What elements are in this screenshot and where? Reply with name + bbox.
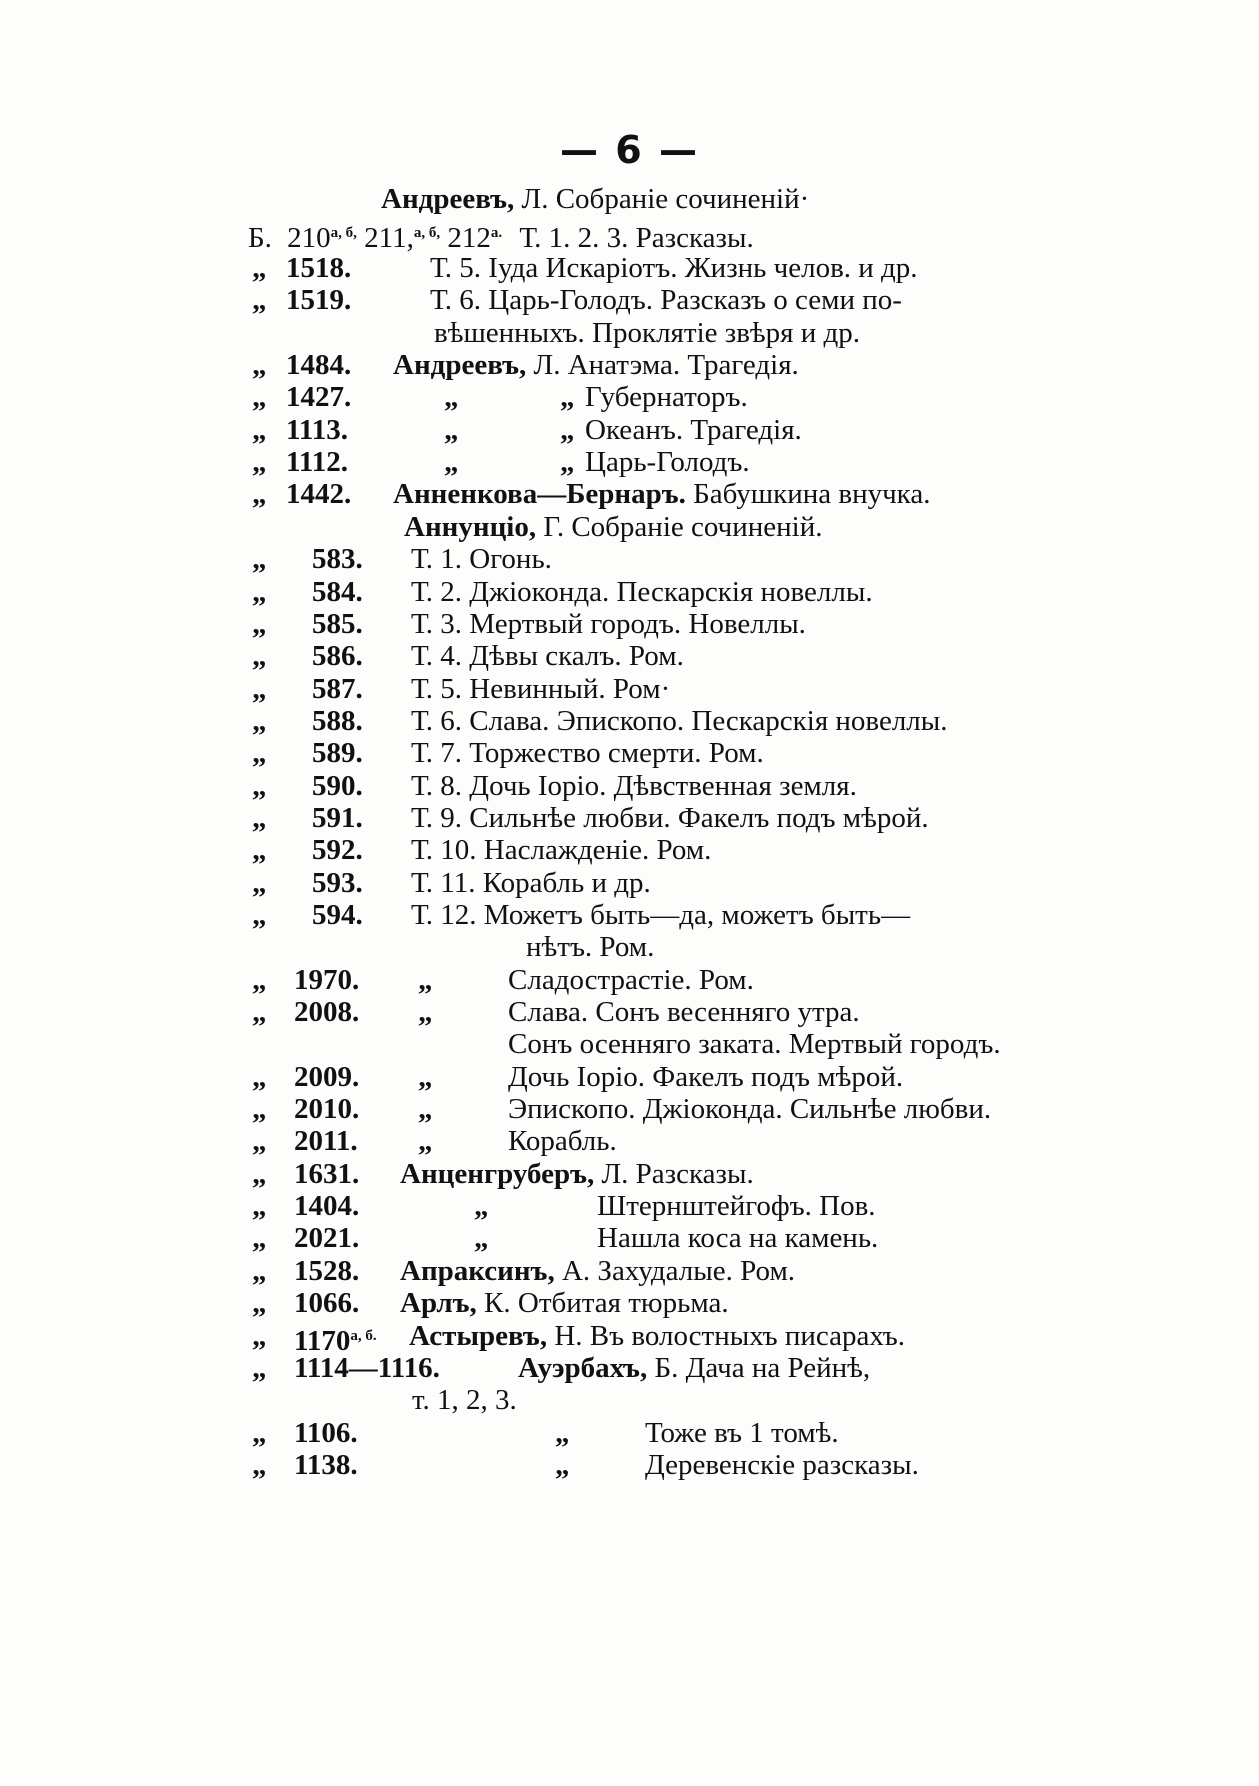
entry-text: [518, 1351, 870, 1385]
entry-text: [400, 1286, 729, 1320]
ditto-mark: „: [474, 1190, 489, 1222]
ditto-mark-left: „: [252, 899, 267, 931]
catalog-entry: [0, 866, 1259, 900]
author-name: Анненкова—Бернаръ.: [393, 478, 686, 510]
entry-title: Т. 9. Сильнѣе любви. Факелъ подъ мѣрой.: [411, 802, 929, 834]
ditto-mark: „: [418, 1093, 433, 1125]
entry-title: Т. 8. Дочь Іоріо. Дѣвственная земля.: [411, 770, 857, 802]
entry-text: [409, 1319, 905, 1353]
entry-b-line: [248, 216, 1008, 254]
entry-number: 592.: [312, 834, 363, 866]
entry-number: 589.: [312, 737, 363, 769]
entry-title: Сладострастіе. Ром.: [508, 964, 754, 996]
author-name: Анценгруберъ,: [400, 1158, 595, 1190]
ditto-mark: „: [444, 446, 459, 478]
ditto-mark: „: [444, 414, 459, 446]
entry-number: 2021.: [294, 1222, 360, 1254]
ditto-mark: „: [418, 1061, 433, 1093]
entry-title: Л. Анатэма. Трагедія.: [526, 349, 799, 381]
entry-title: Г. Собраніе сочиненій.: [536, 511, 823, 543]
catalog-entry: [0, 1254, 1259, 1288]
ditto-mark-left: „: [252, 964, 267, 996]
catalog-entry: [0, 1221, 1259, 1255]
entry-title: Т. 4. Дѣвы скалъ. Ром.: [411, 640, 684, 672]
author-name: Ауэрбахъ,: [518, 1352, 648, 1384]
catalog-entry: [0, 1286, 1259, 1320]
entry-number: 583.: [312, 543, 363, 575]
ditto-mark-left: „: [252, 867, 267, 899]
ditto-mark-left: „: [252, 802, 267, 834]
catalog-entry: [0, 704, 1259, 738]
entry-title: Эпископо. Джіоконда. Сильнѣе любви.: [508, 1093, 992, 1125]
catalog-entry: [0, 1448, 1259, 1482]
ditto-mark-left: „: [252, 252, 267, 284]
ditto-mark-left: „: [252, 349, 267, 381]
ditto-mark-left: „: [252, 1417, 267, 1449]
entry-number: 587.: [312, 673, 363, 705]
entry-title: Дочь Іоріо. Факелъ подъ мѣрой.: [508, 1061, 904, 1093]
entry-title: Губернаторъ.: [585, 381, 748, 413]
entry-text: [393, 477, 930, 511]
entry-title: Т. 7. Торжество смерти. Ром.: [411, 737, 764, 769]
entry-text: [404, 510, 822, 544]
entry-title: А. Захудалые. Ром.: [554, 1255, 796, 1287]
ditto-mark-left: „: [252, 608, 267, 640]
catalog-entry: [0, 736, 1259, 770]
entry-b-sup2: а, б,: [413, 225, 441, 241]
catalog-entry: [0, 1319, 1259, 1357]
entry-number: 1404.: [294, 1190, 360, 1222]
entry-title: Царь-Голодъ.: [585, 446, 750, 478]
entry-title: Т. 12. Можетъ быть—да, можетъ быть—: [411, 899, 911, 931]
ditto-mark-left: „: [252, 1158, 267, 1190]
catalog-entry: [0, 930, 1259, 964]
entry-text: [393, 348, 799, 382]
entry-title: т. 1, 2, 3.: [412, 1384, 517, 1416]
catalog-entry: [0, 542, 1259, 576]
ditto-mark-left: „: [252, 737, 267, 769]
entry-title: вѣшенныхъ. Проклятіе звѣря и др.: [434, 317, 861, 349]
catalog-entry: [0, 348, 1259, 382]
ditto-mark-left: „: [252, 705, 267, 737]
entry-number: 1114—1116.: [294, 1352, 440, 1384]
catalog-entry: [0, 413, 1259, 447]
entry-b-num1: 210: [287, 222, 331, 254]
entry-b-num2: 211,: [364, 222, 414, 254]
ditto-mark-second: „: [560, 446, 575, 478]
author-name: Апраксинъ,: [400, 1255, 555, 1287]
entry-number: 1442.: [286, 478, 352, 510]
ditto-mark: „: [418, 996, 433, 1028]
ditto-mark: „: [444, 381, 459, 413]
ditto-mark: „: [418, 964, 433, 996]
catalog-entry: [0, 477, 1259, 511]
entry-title: Океанъ. Трагедія.: [585, 414, 802, 446]
entry-number: 2008.: [294, 996, 360, 1028]
ditto-mark-left: „: [252, 1449, 267, 1481]
catalog-entry: [0, 1124, 1259, 1158]
entry-number-suffix: а, б.: [350, 1328, 377, 1344]
entry-b-num3: 212: [447, 222, 491, 254]
entry-title: Тоже въ 1 томѣ.: [645, 1417, 839, 1449]
entry-number: 591.: [312, 802, 363, 834]
page-number: — 6 —: [560, 128, 699, 172]
author-name: Астыревъ,: [409, 1320, 548, 1352]
ditto-mark-second: „: [560, 381, 575, 413]
entry-number: 584.: [312, 576, 363, 608]
entry-b-prefix: Б.: [248, 222, 272, 254]
entry-number: 1631.: [294, 1158, 360, 1190]
entry-title: Т. 3. Мертвый городъ. Новеллы.: [411, 608, 806, 640]
entry-title: Т. 11. Корабль и др.: [411, 867, 651, 899]
catalog-entry: [0, 963, 1259, 997]
entry-title: Корабль.: [508, 1125, 617, 1157]
entry-number: 590.: [312, 770, 363, 802]
entry-title: Слава. Сонъ весенняго утра.: [508, 996, 860, 1028]
header-rest: Л. Собраніе сочиненій·: [514, 183, 810, 215]
ditto-mark-left: „: [252, 673, 267, 705]
entry-number: 586.: [312, 640, 363, 672]
ditto-mark-left: „: [252, 1061, 267, 1093]
entry-number: 1970.: [294, 964, 360, 996]
entry-title: Т. 10. Наслажденіе. Ром.: [411, 834, 712, 866]
entry-number: 1484.: [286, 349, 352, 381]
entry-number: 588.: [312, 705, 363, 737]
entry-number: 1519.: [286, 284, 352, 316]
ditto-mark: „: [555, 1417, 570, 1449]
catalog-entry: [0, 1351, 1259, 1385]
entry-title: Т. 5. Іуда Искаріотъ. Жизнь челов. и др.: [430, 252, 918, 284]
entry-title: Т. 6. Слава. Эпископо. Пескарскія новеллы.: [411, 705, 948, 737]
entry-number: 1066.: [294, 1287, 360, 1319]
author-name: Арлъ,: [400, 1287, 477, 1319]
ditto-mark-left: „: [252, 1093, 267, 1125]
entry-number: 1528.: [294, 1255, 360, 1287]
entry-title: Деревенскіе разсказы.: [645, 1449, 919, 1481]
entry-title: Т. 5. Невинный. Ром·: [411, 673, 671, 705]
catalog-entry: [0, 1189, 1259, 1223]
entry-text: [400, 1254, 795, 1288]
ditto-mark-left: „: [252, 446, 267, 478]
entry-title: Т. 1. Огонь.: [411, 543, 552, 575]
entry-title: Штернштейгофъ. Пов.: [597, 1190, 876, 1222]
catalog-entry: [0, 833, 1259, 867]
entry-number: 585.: [312, 608, 363, 640]
ditto-mark-left: „: [252, 543, 267, 575]
ditto-mark-left: „: [252, 1190, 267, 1222]
entry-title: нѣтъ. Ром.: [526, 931, 655, 963]
author-name: Аннунціо,: [404, 511, 537, 543]
catalog-entry: [0, 1092, 1259, 1126]
entry-number: 1106.: [294, 1417, 358, 1449]
entry-number: 1518.: [286, 252, 352, 284]
entry-title: Сонъ осенняго заката. Мертвый городъ.: [508, 1028, 1001, 1060]
header-line: [381, 182, 809, 216]
ditto-mark-left: „: [252, 414, 267, 446]
entry-title: Т. 2. Джіоконда. Пескарскія новеллы.: [411, 576, 873, 608]
catalog-entry: [0, 898, 1259, 932]
entry-title: Бабушкина внучка.: [685, 478, 931, 510]
ditto-mark-left: „: [252, 576, 267, 608]
catalog-entry: [0, 575, 1259, 609]
ditto-mark-left: „: [252, 381, 267, 413]
entry-title: Нашла коса на камень.: [597, 1222, 879, 1254]
entry-title: К. Отбитая тюрьма.: [476, 1287, 729, 1319]
entry-title: Н. Въ волостныхъ писарахъ.: [547, 1320, 906, 1352]
ditto-mark-left: „: [252, 834, 267, 866]
entry-number: 1138.: [294, 1449, 358, 1481]
author-name: Андреевъ,: [393, 349, 527, 381]
ditto-mark-left: „: [252, 770, 267, 802]
ditto-mark-left: „: [252, 1320, 267, 1352]
ditto-mark-left: „: [252, 1287, 267, 1319]
entry-number: 2009.: [294, 1061, 360, 1093]
catalog-entry: [0, 283, 1259, 317]
entry-b-text: Т. 1. 2. 3. Разсказы.: [519, 222, 754, 254]
catalog-entry: [0, 380, 1259, 414]
ditto-mark-second: „: [560, 414, 575, 446]
catalog-entry: [0, 769, 1259, 803]
catalog-entry: [0, 1157, 1259, 1191]
ditto-mark-left: „: [252, 1255, 267, 1287]
entry-number: 2010.: [294, 1093, 360, 1125]
entry-title: Т. 6. Царь-Голодъ. Разсказъ о семи по-: [430, 284, 902, 316]
ditto-mark: „: [474, 1222, 489, 1254]
catalog-entry: [0, 445, 1259, 479]
catalog-entry: [0, 316, 1259, 350]
ditto-mark: „: [418, 1125, 433, 1157]
catalog-entry: [0, 1416, 1259, 1450]
entry-b-sup1: а, б,: [330, 225, 357, 241]
header-author: Андреевъ,: [381, 183, 515, 215]
entry-title: Б. Дача на Рейнѣ,: [647, 1352, 871, 1384]
entry-b-sup3: а.: [490, 225, 503, 241]
ditto-mark-left: „: [252, 640, 267, 672]
entry-number: 1113.: [286, 414, 349, 446]
entry-title: Л. Разсказы.: [594, 1158, 754, 1190]
ditto-mark-left: „: [252, 1222, 267, 1254]
catalog-entry: [0, 639, 1259, 673]
catalog-entry: [0, 995, 1259, 1029]
catalog-entry: [0, 510, 1259, 544]
entry-number: 2011.: [294, 1125, 358, 1157]
entry-number: 1112.: [286, 446, 349, 478]
entry-text: [400, 1157, 754, 1191]
ditto-mark-left: „: [252, 1352, 267, 1384]
catalog-entry: [0, 1383, 1259, 1417]
entry-number: 593.: [312, 867, 363, 899]
catalog-entry: [0, 1060, 1259, 1094]
catalog-entry: [0, 251, 1259, 285]
catalog-entry: [0, 801, 1259, 835]
catalog-entry: [0, 607, 1259, 641]
ditto-mark-left: „: [252, 996, 267, 1028]
ditto-mark: „: [555, 1449, 570, 1481]
entry-number: 594.: [312, 899, 363, 931]
ditto-mark-left: „: [252, 1125, 267, 1157]
catalog-entry: [0, 1027, 1259, 1061]
entry-number: 1427.: [286, 381, 352, 413]
entry-number: $1170^{а, б.}$: [294, 1325, 377, 1357]
ditto-mark-left: „: [252, 478, 267, 510]
ditto-mark-left: „: [252, 284, 267, 316]
catalog-entry: [0, 672, 1259, 706]
